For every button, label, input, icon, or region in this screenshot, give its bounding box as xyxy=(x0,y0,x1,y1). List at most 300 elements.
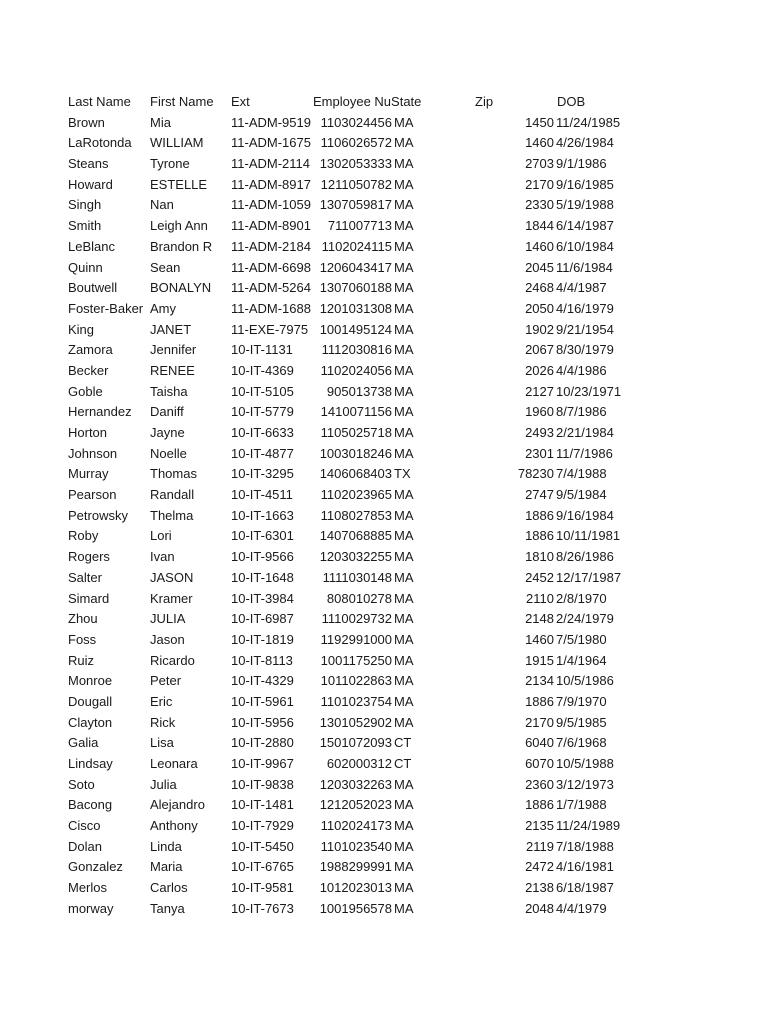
cell-ext[interactable]: 10-IT-4329 xyxy=(231,673,294,689)
cell-last-name[interactable]: Lindsay xyxy=(68,756,113,771)
cell-state[interactable]: MA xyxy=(394,900,414,916)
cell-state[interactable]: MA xyxy=(394,611,414,627)
cell-dob[interactable]: 1/4/1964 xyxy=(556,652,607,668)
cell-state[interactable]: CT xyxy=(394,735,412,751)
cell-employee-number[interactable]: 1302053333 xyxy=(319,156,392,172)
cell-ext[interactable]: 11-ADM-1059 xyxy=(231,197,311,213)
cell-dob[interactable]: 10/11/1981 xyxy=(556,528,621,544)
cell-state[interactable]: MA xyxy=(394,528,414,544)
cell-employee-number[interactable]: 1192991000 xyxy=(320,631,392,647)
cell-zip[interactable]: 1886 xyxy=(525,507,554,523)
cell-dob[interactable]: 9/16/1985 xyxy=(556,176,614,192)
cell-state[interactable]: MA xyxy=(394,238,414,254)
cell-employee-number[interactable]: 1201031308 xyxy=(319,300,392,316)
cell-last-name[interactable]: Murray xyxy=(68,466,109,482)
cell-first-name[interactable]: Tyrone xyxy=(150,156,190,172)
cell-ext[interactable]: 10-IT-9581 xyxy=(231,880,294,896)
cell-state[interactable]: MA xyxy=(394,880,414,896)
cell-state[interactable]: CT xyxy=(394,756,412,771)
cell-ext[interactable]: 10-IT-6987 xyxy=(231,611,294,627)
cell-ext[interactable]: 10-IT-5961 xyxy=(231,693,294,709)
cell-state[interactable]: MA xyxy=(394,259,414,275)
cell-last-name[interactable]: King xyxy=(68,321,95,337)
header-first-name[interactable]: First Name xyxy=(150,94,214,109)
cell-zip[interactable]: 2138 xyxy=(525,880,554,896)
cell-first-name[interactable]: Leonara xyxy=(150,756,198,771)
cell-dob[interactable]: 9/21/1954 xyxy=(556,321,614,337)
cell-dob[interactable]: 6/14/1987 xyxy=(556,218,614,234)
cell-last-name[interactable]: Monroe xyxy=(68,673,113,689)
cell-zip[interactable]: 2330 xyxy=(525,197,554,213)
cell-zip[interactable]: 2703 xyxy=(525,156,554,172)
cell-last-name[interactable]: Zamora xyxy=(68,342,113,358)
cell-employee-number[interactable]: 711007713 xyxy=(327,218,392,234)
cell-zip[interactable]: 6070 xyxy=(525,756,554,771)
cell-first-name[interactable]: Carlos xyxy=(150,880,188,896)
cell-dob[interactable]: 6/18/1987 xyxy=(556,880,614,896)
cell-ext[interactable]: 10-IT-3984 xyxy=(231,590,294,606)
cell-ext[interactable]: 10-IT-5956 xyxy=(231,714,294,730)
cell-last-name[interactable]: Cisco xyxy=(68,818,101,834)
cell-ext[interactable]: 10-IT-9566 xyxy=(231,549,294,565)
cell-dob[interactable]: 2/8/1970 xyxy=(556,590,607,606)
cell-employee-number[interactable]: 1406068403 xyxy=(319,466,392,482)
table-row xyxy=(0,878,768,899)
table-row xyxy=(0,320,768,341)
cell-zip[interactable]: 2170 xyxy=(525,176,554,192)
table-row xyxy=(0,444,768,465)
cell-last-name[interactable]: Roby xyxy=(68,528,99,544)
cell-last-name[interactable]: Zhou xyxy=(68,611,98,627)
cell-state[interactable]: MA xyxy=(394,176,414,192)
cell-state[interactable]: MA xyxy=(394,569,414,585)
cell-last-name[interactable]: Dougall xyxy=(68,693,113,709)
cell-last-name[interactable]: Pearson xyxy=(68,487,117,503)
cell-employee-number[interactable]: 905013738 xyxy=(326,383,392,399)
cell-employee-number[interactable]: 1112030816 xyxy=(321,342,392,358)
cell-first-name[interactable]: Thomas xyxy=(150,466,197,482)
table-row xyxy=(0,382,768,403)
header-employee-number-state[interactable]: Employee NuState xyxy=(313,94,422,109)
cell-last-name[interactable]: Foster-Baker xyxy=(68,300,144,316)
cell-zip[interactable]: 1960 xyxy=(525,404,554,420)
cell-first-name[interactable]: Sean xyxy=(150,259,181,275)
cell-first-name[interactable]: JANET xyxy=(150,321,192,337)
cell-last-name[interactable]: Boutwell xyxy=(68,280,118,296)
cell-first-name[interactable]: Mia xyxy=(150,114,171,130)
header-last-name[interactable]: Last Name xyxy=(68,94,131,109)
cell-zip[interactable]: 1915 xyxy=(525,652,554,668)
cell-dob[interactable]: 10/5/1988 xyxy=(556,756,614,771)
cell-ext[interactable]: 11-ADM-9519 xyxy=(231,114,311,130)
cell-ext[interactable]: 10-IT-5105 xyxy=(231,383,294,399)
cell-dob[interactable]: 4/4/1987 xyxy=(556,280,607,296)
cell-zip[interactable]: 1886 xyxy=(525,797,554,813)
cell-first-name[interactable]: Alejandro xyxy=(150,797,205,813)
cell-last-name[interactable]: Salter xyxy=(68,569,102,585)
table-row xyxy=(0,299,768,320)
cell-dob[interactable]: 6/10/1984 xyxy=(556,238,614,254)
cell-first-name[interactable]: Maria xyxy=(150,859,183,875)
cell-ext[interactable]: 11-ADM-1675 xyxy=(231,135,311,151)
cell-last-name[interactable]: Brown xyxy=(68,114,105,130)
cell-last-name[interactable]: Bacong xyxy=(68,797,113,813)
cell-ext[interactable]: 10-IT-3295 xyxy=(231,466,294,482)
cell-employee-number[interactable]: 1407068885 xyxy=(319,528,392,544)
cell-last-name[interactable]: Petrowsky xyxy=(68,507,128,523)
cell-zip[interactable]: 1450 xyxy=(525,114,554,130)
cell-ext[interactable]: 11-ADM-6698 xyxy=(231,259,311,275)
table-row xyxy=(0,402,768,423)
cell-employee-number[interactable]: 808010278 xyxy=(326,590,392,606)
cell-ext[interactable]: 10-IT-5450 xyxy=(231,838,294,854)
cell-first-name[interactable]: Thelma xyxy=(150,507,194,523)
cell-last-name[interactable]: Simard xyxy=(68,590,110,606)
cell-employee-number[interactable]: 602000312 xyxy=(326,756,392,771)
table-row xyxy=(0,340,768,361)
cell-last-name[interactable]: Singh xyxy=(68,197,102,213)
cell-dob[interactable]: 11/6/1984 xyxy=(556,259,613,275)
cell-employee-number[interactable]: 1212052023 xyxy=(319,797,392,813)
cell-zip[interactable]: 1844 xyxy=(525,218,554,234)
cell-first-name[interactable]: Lori xyxy=(150,528,172,544)
table-row xyxy=(0,795,768,816)
cell-state[interactable]: MA xyxy=(394,362,414,378)
cell-first-name[interactable]: Kramer xyxy=(150,590,193,606)
cell-zip[interactable]: 2148 xyxy=(525,611,554,627)
cell-zip[interactable]: 2747 xyxy=(525,487,554,503)
cell-zip[interactable]: 2026 xyxy=(525,362,554,378)
cell-state[interactable]: MA xyxy=(394,549,414,565)
cell-dob[interactable]: 4/16/1981 xyxy=(556,859,614,875)
cell-dob[interactable]: 9/5/1984 xyxy=(556,487,607,503)
cell-dob[interactable]: 8/30/1979 xyxy=(556,342,614,358)
cell-first-name[interactable]: Rick xyxy=(150,714,176,730)
cell-state[interactable]: MA xyxy=(394,445,414,461)
cell-employee-number[interactable]: 1108027853 xyxy=(320,507,392,523)
cell-state[interactable]: MA xyxy=(394,487,414,503)
cell-ext[interactable]: 10-IT-6633 xyxy=(231,425,294,440)
cell-last-name[interactable]: Horton xyxy=(68,425,108,440)
cell-zip[interactable]: 2135 xyxy=(525,818,554,834)
cell-ext[interactable]: 10-IT-6765 xyxy=(231,859,294,875)
cell-zip[interactable]: 2468 xyxy=(525,280,554,296)
cell-employee-number[interactable]: 1206043417 xyxy=(319,259,392,275)
cell-zip[interactable]: 2110 xyxy=(526,590,554,606)
cell-employee-number[interactable]: 1103024456 xyxy=(320,114,392,130)
cell-employee-number[interactable]: 1501072093 xyxy=(319,735,392,751)
cell-first-name[interactable]: Leigh Ann xyxy=(150,218,208,234)
cell-employee-number[interactable]: 1011022863 xyxy=(320,673,392,689)
cell-employee-number[interactable]: 1203032263 xyxy=(319,776,392,792)
cell-state[interactable]: MA xyxy=(394,714,414,730)
cell-ext[interactable]: 10-IT-4369 xyxy=(231,362,294,378)
cell-ext[interactable]: 10-IT-1648 xyxy=(231,569,294,585)
cell-zip[interactable]: 6040 xyxy=(525,735,554,751)
cell-zip[interactable]: 2472 xyxy=(525,859,554,875)
cell-employee-number[interactable]: 1102024115 xyxy=(321,238,392,254)
cell-dob[interactable]: 7/5/1980 xyxy=(556,631,607,647)
cell-ext[interactable]: 11-ADM-8901 xyxy=(231,218,311,234)
cell-first-name[interactable]: WILLIAM xyxy=(150,135,204,151)
cell-state[interactable]: MA xyxy=(394,652,414,668)
table-row xyxy=(0,485,768,506)
cell-ext[interactable]: 11-EXE-7975 xyxy=(231,321,309,337)
cell-zip[interactable]: 2048 xyxy=(525,900,554,916)
cell-last-name[interactable]: Clayton xyxy=(68,714,113,730)
table-row xyxy=(0,899,768,920)
cell-dob[interactable]: 10/23/1971 xyxy=(556,383,622,399)
cell-state[interactable]: MA xyxy=(394,135,414,151)
cell-employee-number[interactable]: 1106026572 xyxy=(320,135,392,151)
cell-ext[interactable]: 10-IT-1481 xyxy=(231,797,294,813)
cell-ext[interactable]: 10-IT-9838 xyxy=(231,776,294,792)
cell-first-name[interactable]: Eric xyxy=(150,693,173,709)
cell-first-name[interactable]: Julia xyxy=(150,776,177,792)
cell-dob[interactable]: 11/24/1989 xyxy=(556,818,621,834)
cell-last-name[interactable]: Becker xyxy=(68,362,109,378)
cell-state[interactable]: MA xyxy=(394,342,414,358)
cell-first-name[interactable]: Ricardo xyxy=(150,652,195,668)
cell-last-name[interactable]: Foss xyxy=(68,631,97,647)
table-row xyxy=(0,464,768,485)
cell-employee-number[interactable]: 1307059817 xyxy=(319,197,392,213)
cell-zip[interactable]: 2050 xyxy=(525,300,554,316)
cell-first-name[interactable]: JASON xyxy=(150,569,194,585)
cell-employee-number[interactable]: 1410071156 xyxy=(320,404,392,420)
cell-zip[interactable]: 2170 xyxy=(525,714,554,730)
cell-ext[interactable]: 10-IT-7929 xyxy=(231,818,294,834)
cell-ext[interactable]: 11-ADM-2184 xyxy=(231,238,311,254)
cell-last-name[interactable]: Rogers xyxy=(68,549,110,565)
cell-ext[interactable]: 11-ADM-5264 xyxy=(231,280,311,296)
cell-ext[interactable]: 11-ADM-2114 xyxy=(231,156,310,172)
cell-ext[interactable]: 10-IT-8113 xyxy=(231,652,293,668)
cell-dob[interactable]: 4/26/1984 xyxy=(556,135,614,151)
cell-dob[interactable]: 8/7/1986 xyxy=(556,404,607,420)
cell-employee-number[interactable]: 1101023754 xyxy=(320,693,392,709)
cell-first-name[interactable]: Lisa xyxy=(150,735,174,751)
cell-zip[interactable]: 2493 xyxy=(525,425,554,440)
cell-state[interactable]: MA xyxy=(394,218,414,234)
cell-zip[interactable]: 1886 xyxy=(525,528,554,544)
cell-first-name[interactable]: Amy xyxy=(150,300,176,316)
cell-first-name[interactable]: Linda xyxy=(150,838,182,854)
table-row xyxy=(0,113,768,134)
cell-zip[interactable]: 1460 xyxy=(525,135,554,151)
cell-first-name[interactable]: Ivan xyxy=(150,549,175,565)
cell-zip[interactable]: 78230 xyxy=(517,466,554,482)
cell-employee-number[interactable]: 1203032255 xyxy=(319,549,392,565)
cell-first-name[interactable]: Peter xyxy=(150,673,182,689)
cell-zip[interactable]: 2067 xyxy=(525,342,554,358)
cell-ext[interactable]: 10-IT-7673 xyxy=(231,900,294,916)
cell-last-name[interactable]: Johnson xyxy=(68,445,118,461)
cell-dob[interactable]: 9/1/1986 xyxy=(556,156,607,172)
cell-zip[interactable]: 1886 xyxy=(525,693,554,709)
cell-state[interactable]: MA xyxy=(394,383,414,399)
cell-employee-number[interactable]: 1211050782 xyxy=(320,176,392,192)
cell-employee-number[interactable]: 1102024173 xyxy=(320,818,392,834)
cell-state[interactable]: MA xyxy=(394,776,414,792)
cell-ext[interactable]: 11-ADM-1688 xyxy=(231,300,311,316)
cell-last-name[interactable]: Hernandez xyxy=(68,404,132,420)
cell-zip[interactable]: 1810 xyxy=(525,549,554,565)
cell-employee-number[interactable]: 1988299991 xyxy=(319,859,392,875)
table-row xyxy=(0,692,768,713)
cell-employee-number[interactable]: 1101023540 xyxy=(320,838,392,854)
cell-first-name[interactable]: Taisha xyxy=(150,383,188,399)
cell-ext[interactable]: 10-IT-6301 xyxy=(231,528,294,544)
cell-dob[interactable]: 9/5/1985 xyxy=(556,714,607,730)
cell-state[interactable]: MA xyxy=(394,673,414,689)
cell-employee-number[interactable]: 1001175250 xyxy=(320,652,392,668)
table-row xyxy=(0,568,768,589)
table-row xyxy=(0,195,768,216)
cell-dob[interactable]: 4/16/1979 xyxy=(556,300,614,316)
cell-state[interactable]: MA xyxy=(394,859,414,875)
cell-first-name[interactable]: BONALYN xyxy=(150,280,212,296)
cell-state[interactable]: MA xyxy=(394,404,414,420)
cell-zip[interactable]: 2301 xyxy=(525,445,554,461)
cell-last-name[interactable]: Quinn xyxy=(68,259,103,275)
cell-ext[interactable]: 10-IT-4511 xyxy=(231,487,293,503)
cell-last-name[interactable]: LaRotonda xyxy=(68,135,132,151)
cell-last-name[interactable]: Gonzalez xyxy=(68,859,123,875)
cell-state[interactable]: MA xyxy=(394,631,414,647)
cell-last-name[interactable]: Dolan xyxy=(68,838,102,854)
cell-employee-number[interactable]: 1301052902 xyxy=(319,714,392,730)
cell-last-name[interactable]: Soto xyxy=(68,776,95,792)
cell-state[interactable]: MA xyxy=(394,156,414,172)
cell-employee-number[interactable]: 1001956578 xyxy=(319,900,392,916)
cell-state[interactable]: MA xyxy=(394,321,414,337)
cell-state[interactable]: MA xyxy=(394,197,414,213)
cell-employee-number[interactable]: 1105025718 xyxy=(320,425,392,440)
cell-first-name[interactable]: JULIA xyxy=(150,611,186,627)
cell-last-name[interactable]: Goble xyxy=(68,383,103,399)
cell-ext[interactable]: 10-IT-1131 xyxy=(231,342,293,358)
cell-last-name[interactable]: Smith xyxy=(68,218,102,234)
cell-zip[interactable]: 2119 xyxy=(526,838,554,854)
cell-employee-number[interactable]: 1003018246 xyxy=(319,445,392,461)
cell-zip[interactable]: 1902 xyxy=(525,321,554,337)
cell-dob[interactable]: 4/4/1986 xyxy=(556,362,607,378)
table-row xyxy=(0,237,768,258)
cell-employee-number[interactable]: 1102024056 xyxy=(320,362,392,378)
cell-dob[interactable]: 7/4/1988 xyxy=(556,466,607,482)
cell-state[interactable]: MA xyxy=(394,507,414,523)
cell-ext[interactable]: 10-IT-1819 xyxy=(231,631,294,647)
cell-ext[interactable]: 10-IT-4877 xyxy=(231,445,294,461)
header-zip[interactable]: Zip xyxy=(475,94,494,109)
cell-employee-number[interactable]: 1110029732 xyxy=(321,611,392,627)
cell-first-name[interactable]: Daniff xyxy=(150,404,184,420)
cell-last-name[interactable]: Ruiz xyxy=(68,652,95,668)
cell-last-name[interactable]: Steans xyxy=(68,156,109,172)
cell-first-name[interactable]: Jason xyxy=(150,631,185,647)
cell-dob[interactable]: 8/26/1986 xyxy=(556,549,614,565)
cell-dob[interactable]: 2/24/1979 xyxy=(556,611,614,627)
cell-state[interactable]: MA xyxy=(394,114,414,130)
cell-state[interactable]: TX xyxy=(394,466,411,482)
cell-zip[interactable]: 2045 xyxy=(525,259,554,275)
cell-dob[interactable]: 3/12/1973 xyxy=(556,776,614,792)
cell-last-name[interactable]: Howard xyxy=(68,176,113,192)
cell-zip[interactable]: 1460 xyxy=(525,631,554,647)
cell-ext[interactable]: 10-IT-2880 xyxy=(231,735,294,751)
header-dob[interactable]: DOB xyxy=(557,94,586,109)
cell-first-name[interactable]: Jayne xyxy=(150,425,185,440)
cell-state[interactable]: MA xyxy=(394,693,414,709)
cell-first-name[interactable]: Randall xyxy=(150,487,195,503)
cell-ext[interactable]: 10-IT-1663 xyxy=(231,507,294,523)
cell-state[interactable]: MA xyxy=(394,797,414,813)
cell-first-name[interactable]: Tanya xyxy=(150,900,185,916)
cell-employee-number[interactable]: 1307060188 xyxy=(319,280,392,296)
cell-first-name[interactable]: RENEE xyxy=(150,362,195,378)
cell-last-name[interactable]: morway xyxy=(68,900,114,916)
table-row xyxy=(0,154,768,175)
cell-first-name[interactable]: Anthony xyxy=(150,818,198,834)
cell-zip[interactable]: 2127 xyxy=(525,383,554,399)
cell-dob[interactable]: 1/7/1988 xyxy=(556,797,607,813)
cell-dob[interactable]: 11/24/1985 xyxy=(556,114,621,130)
cell-first-name[interactable]: Jennifer xyxy=(150,342,197,358)
cell-state[interactable]: MA xyxy=(394,590,414,606)
cell-first-name[interactable]: Brandon R xyxy=(150,238,213,254)
cell-dob[interactable]: 2/21/1984 xyxy=(556,425,614,440)
cell-employee-number[interactable]: 1001495124 xyxy=(319,321,392,337)
cell-zip[interactable]: 1460 xyxy=(525,238,554,254)
cell-last-name[interactable]: Merlos xyxy=(68,880,108,896)
cell-dob[interactable]: 10/5/1986 xyxy=(556,673,614,689)
header-row xyxy=(0,92,768,113)
cell-dob[interactable]: 4/4/1979 xyxy=(556,900,607,916)
cell-zip[interactable]: 2452 xyxy=(525,569,554,585)
cell-dob[interactable]: 7/9/1970 xyxy=(556,693,607,709)
cell-first-name[interactable]: Nan xyxy=(150,197,174,213)
cell-last-name[interactable]: Galia xyxy=(68,735,99,751)
cell-first-name[interactable]: Noelle xyxy=(150,445,187,461)
cell-zip[interactable]: 2134 xyxy=(525,673,554,689)
cell-employee-number[interactable]: 1102023965 xyxy=(320,487,392,503)
employee-table xyxy=(0,92,768,920)
cell-state[interactable]: MA xyxy=(394,425,414,440)
cell-ext[interactable]: 10-IT-9967 xyxy=(231,756,294,771)
cell-last-name[interactable]: LeBlanc xyxy=(68,238,115,254)
cell-employee-number[interactable]: 1012023013 xyxy=(319,880,392,896)
cell-state[interactable]: MA xyxy=(394,300,414,316)
header-ext[interactable]: Ext xyxy=(231,94,250,109)
cell-state[interactable]: MA xyxy=(394,280,414,296)
cell-dob[interactable]: 12/17/1987 xyxy=(556,569,622,585)
cell-dob[interactable]: 9/16/1984 xyxy=(556,507,614,523)
cell-dob[interactable]: 11/7/1986 xyxy=(556,445,613,461)
table-row xyxy=(0,175,768,196)
cell-dob[interactable]: 7/18/1988 xyxy=(556,838,614,854)
cell-dob[interactable]: 7/6/1968 xyxy=(556,735,607,751)
cell-state[interactable]: MA xyxy=(394,838,414,854)
cell-dob[interactable]: 5/19/1988 xyxy=(556,197,614,213)
cell-ext[interactable]: 10-IT-5779 xyxy=(231,404,294,420)
cell-state[interactable]: MA xyxy=(394,818,414,834)
cell-employee-number[interactable]: 1111030148 xyxy=(322,569,392,585)
table-row xyxy=(0,423,768,444)
cell-zip[interactable]: 2360 xyxy=(525,776,554,792)
cell-ext[interactable]: 11-ADM-8917 xyxy=(231,176,311,192)
cell-first-name[interactable]: ESTELLE xyxy=(150,176,208,192)
